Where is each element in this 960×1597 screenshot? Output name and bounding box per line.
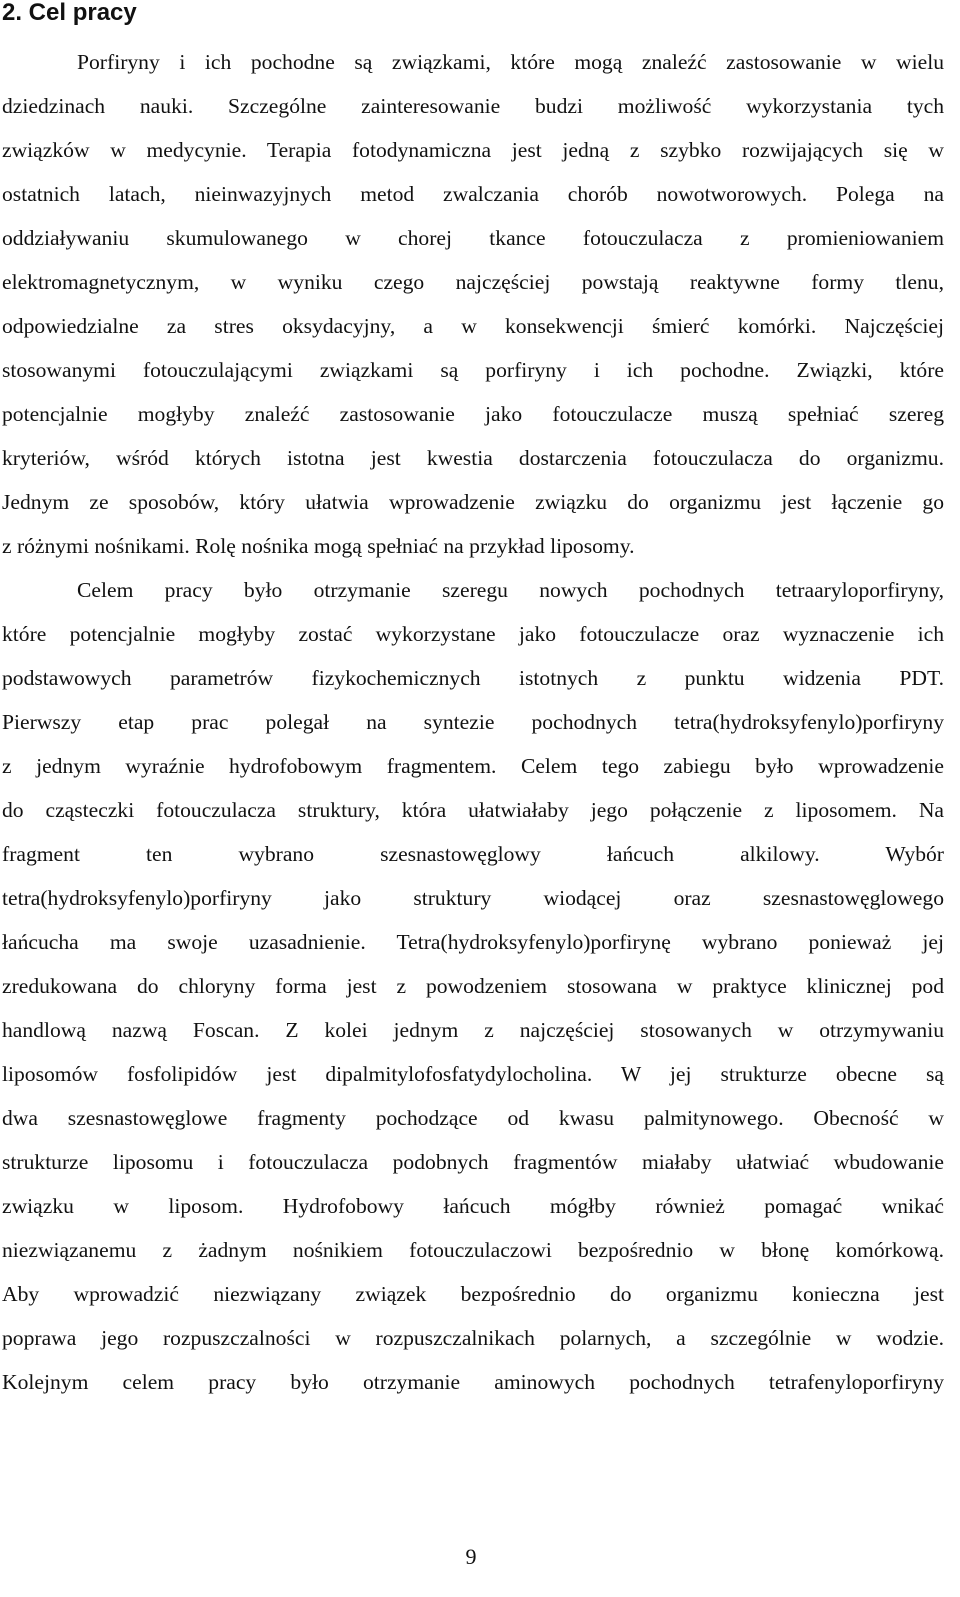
- text-line: Celem pracy było otrzymanie szeregu nowych pochodnych tetraaryloporfiryny,: [77, 578, 944, 602]
- text-line: zredukowana do chloryny forma jest z powodzeniem stosowana w praktyce klinicznej pod: [2, 974, 944, 998]
- text-line: Aby wprowadzić niezwiązany związek bezpośrednio do organizmu konieczna jest: [2, 1282, 944, 1306]
- paragraph-2: [2, 568, 944, 1404]
- text-line: kryteriów, wśród których istotna jest kwestia dostarczenia fotouczulacza do organizmu.: [2, 446, 944, 470]
- text-line: poprawa jego rozpuszczalności w rozpuszczalnikach polarnych, a szczególnie w wodzie.: [2, 1326, 944, 1350]
- text-line: do cząsteczki fotouczulacza struktury, która ułatwiałaby jego połączenie z liposomem. Na: [2, 798, 944, 822]
- text-line: Pierwszy etap prac polegał na syntezie pochodnych tetra(hydroksyfenylo)porfiryny: [2, 710, 944, 734]
- page-number: 9: [465, 1544, 477, 1569]
- text-line: z różnymi nośnikami. Rolę nośnika mogą spełniać na przykład liposomy.: [2, 534, 635, 558]
- text-line: które potencjalnie mogłyby zostać wykorzystane jako fotouczulacze oraz wyznaczenie ich: [2, 622, 944, 646]
- text-line: potencjalnie mogłyby znaleźć zastosowanie jako fotouczulacze muszą spełniać szereg: [2, 402, 944, 426]
- text-line: niezwiązanemu z żadnym nośnikiem fotouczulaczowi bezpośrednio w błonę komórkową.: [2, 1238, 944, 1262]
- text-line: stosowanymi fotouczulającymi związkami są porfiryny i ich pochodne. Związki, które: [2, 358, 944, 382]
- text-line: odpowiedzialne za stres oksydacyjny, a w konsekwencji śmierć komórki. Najczęściej: [2, 314, 944, 338]
- body-text: [2, 40, 944, 1404]
- text-line: handlową nazwą Foscan. Z kolei jednym z najczęściej stosowanych w otrzymywaniu: [2, 1018, 944, 1042]
- text-line: oddziaływaniu skumulowanego w chorej tkance fotouczulacza z promieniowaniem: [2, 226, 944, 250]
- text-line: liposomów fosfolipidów jest dipalmitylofosfatydylocholina. W jej strukturze obecne są: [2, 1062, 944, 1086]
- text-line: Jednym ze sposobów, który ułatwia wprowadzenie związku do organizmu jest łączenie go: [2, 490, 944, 514]
- text-line: dwa szesnastowęglowe fragmenty pochodzące od kwasu palmitynowego. Obecność w: [2, 1106, 944, 1130]
- section-heading: 2. Cel pracy: [2, 0, 137, 26]
- paragraph-1: [2, 40, 944, 568]
- text-line: Kolejnym celem pracy było otrzymanie aminowych pochodnych tetrafenyloporfiryny: [2, 1370, 944, 1394]
- text-line: dziedzinach nauki. Szczególne zainteresowanie budzi możliwość wykorzystania tych: [2, 94, 944, 118]
- text-line: Porfiryny i ich pochodne są związkami, które mogą znaleźć zastosowanie w wielu: [77, 50, 944, 74]
- text-line: elektromagnetycznym, w wyniku czego najczęściej powstają reaktywne formy tlenu,: [2, 270, 944, 294]
- text-line: podstawowych parametrów fizykochemicznych istotnych z punktu widzenia PDT.: [2, 666, 944, 690]
- text-line: strukturze liposomu i fotouczulacza podobnych fragmentów miałaby ułatwiać wbudowanie: [2, 1150, 944, 1174]
- text-line: związku w liposom. Hydrofobowy łańcuch mógłby również pomagać wnikać: [2, 1194, 944, 1218]
- text-line: z jednym wyraźnie hydrofobowym fragmentem. Celem tego zabiegu było wprowadzenie: [2, 754, 944, 778]
- text-line: fragment ten wybrano szesnastowęglowy łańcuch alkilowy. Wybór: [2, 842, 944, 866]
- text-line: ostatnich latach, nieinwazyjnych metod zwalczania chorób nowotworowych. Polega na: [2, 182, 944, 206]
- text-line: łańcucha ma swoje uzasadnienie. Tetra(hydroksyfenylo)porfirynę wybrano ponieważ jej: [2, 930, 944, 954]
- text-line: tetra(hydroksyfenylo)porfiryny jako struktury wiodącej oraz szesnastowęglowego: [2, 886, 944, 910]
- text-line: związków w medycynie. Terapia fotodynamiczna jest jedną z szybko rozwijających się w: [2, 138, 944, 162]
